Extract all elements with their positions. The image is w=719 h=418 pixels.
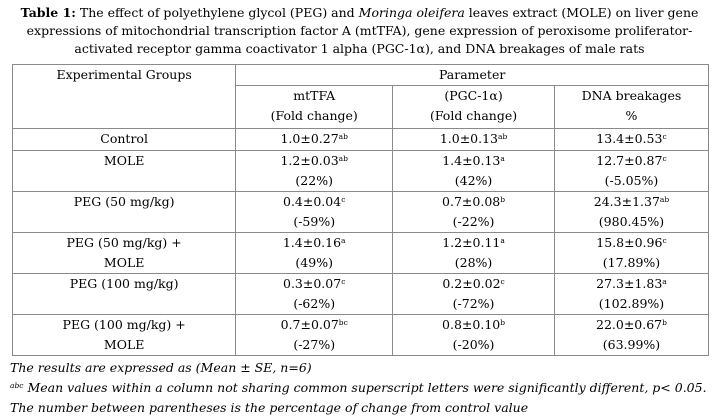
value-line [393, 315, 554, 335]
value-cell [554, 274, 708, 315]
table-row [13, 129, 709, 151]
value-cell [236, 192, 393, 233]
table-caption [0, 4, 719, 58]
value-superscript: b [662, 318, 667, 327]
value-text: 1.4±0.13 [442, 153, 501, 168]
value-text: 1.2±0.03 [280, 153, 339, 168]
value-cell [236, 151, 393, 192]
table-footnotes [10, 358, 715, 418]
value-line [236, 315, 392, 335]
value-text: 0.2±0.02 [442, 276, 501, 291]
value-line [555, 192, 708, 212]
percent-change: (22%) [295, 173, 333, 188]
value-line [236, 151, 392, 171]
value-cell [554, 151, 708, 192]
value-superscript: b [500, 318, 506, 327]
value-cell [236, 315, 393, 356]
value-line [236, 233, 392, 253]
header-col-unit: (Fold change) [429, 108, 518, 123]
value-superscript: ab [659, 195, 670, 204]
value-superscript: ab [498, 132, 508, 141]
value-text: 1.4±0.16 [282, 235, 342, 250]
value-cell [393, 192, 555, 233]
value-cell [554, 192, 708, 233]
group-label: MOLE [103, 153, 145, 168]
value-cell [393, 233, 555, 274]
caption-lead: Table 1: [20, 5, 76, 20]
value-superscript: c [662, 236, 667, 245]
value-cell [393, 274, 555, 315]
percent-change: (-20%) [452, 337, 495, 352]
percent-change: (-22%) [452, 214, 495, 229]
value-cell [554, 233, 708, 274]
value-text: 22.0±0.67 [596, 317, 663, 332]
header-parameter: Parameter [236, 65, 709, 86]
value-superscript: ab [338, 132, 348, 141]
group-cell [13, 274, 236, 315]
footnote-significance [10, 378, 715, 398]
group-label: Control [100, 131, 148, 146]
table-row [13, 151, 709, 192]
value-cell [236, 274, 393, 315]
group-cell [13, 151, 236, 192]
value-superscript: bc [338, 318, 348, 327]
value-text: 1.2±0.11 [442, 235, 501, 250]
table-row [13, 233, 709, 274]
group-label: PEG (100 mg/kg) [69, 276, 179, 291]
value-line [393, 129, 554, 149]
table-row [13, 274, 709, 315]
caption-line-3: activated receptor gamma coactivator 1 alpha (PGC-1α), and DNA breakages of male rats [74, 41, 645, 56]
percent-change: (-59%) [293, 214, 336, 229]
value-text: 0.3±0.07 [283, 276, 342, 291]
value-line [555, 274, 708, 294]
percent-change: (-72%) [452, 296, 495, 311]
header-pgc1a [393, 86, 555, 129]
header-col-label: DNA breakages [581, 88, 682, 103]
value-cell [554, 315, 708, 356]
header-mttfa [236, 86, 393, 129]
value-superscript: c [662, 132, 667, 141]
value-superscript: c [662, 154, 667, 163]
group-cell [13, 192, 236, 233]
value-superscript: c [500, 277, 505, 286]
group-label: PEG (50 mg/kg) + [66, 235, 182, 250]
group-label-cont: MOLE [103, 255, 145, 270]
value-line [393, 151, 554, 171]
value-superscript: a [341, 236, 346, 245]
percent-change: (-5.05%) [604, 173, 659, 188]
value-text: 27.3±1.83 [596, 276, 663, 291]
value-superscript: ab [338, 154, 348, 163]
percent-change: (63.99%) [602, 337, 661, 352]
header-col-label: mtTFA [293, 88, 336, 103]
value-text: 0.4±0.04 [283, 194, 342, 209]
value-superscript: b [500, 195, 506, 204]
value-text: 0.7±0.07 [280, 317, 339, 332]
header-col-unit: (Fold change) [270, 108, 358, 123]
value-superscript: a [662, 277, 667, 286]
group-cell [13, 315, 236, 356]
value-superscript: a [500, 154, 505, 163]
value-text: 0.7±0.08 [442, 194, 501, 209]
percent-change: (42%) [454, 173, 493, 188]
caption-line-1 [0, 4, 719, 22]
value-text: 0.8±0.10 [442, 317, 501, 332]
group-cell [13, 129, 236, 151]
value-line [393, 274, 554, 294]
value-cell [393, 315, 555, 356]
group-cell [13, 233, 236, 274]
header-row-1 [13, 65, 709, 86]
group-label: PEG (50 mg/kg) [73, 194, 175, 209]
group-label-cont: MOLE [103, 337, 145, 352]
value-line [393, 192, 554, 212]
value-line [555, 233, 708, 253]
value-text: 13.4±0.53 [596, 131, 663, 146]
value-cell [236, 233, 393, 274]
value-text: 15.8±0.96 [596, 235, 663, 250]
value-line [555, 129, 708, 149]
percent-change: (980.45%) [598, 214, 665, 229]
value-text: 1.0±0.27 [280, 131, 339, 146]
header-col-label: (PGC-1α) [444, 88, 503, 103]
value-line [555, 151, 708, 171]
percent-change: (-62%) [293, 296, 336, 311]
percent-change: (28%) [454, 255, 493, 270]
value-text: 1.0±0.13 [439, 131, 498, 146]
header-col-unit: % [625, 108, 638, 123]
table-row [13, 192, 709, 233]
value-text: 24.3±1.37 [593, 194, 660, 209]
footnote-significance-text: Mean values within a column not sharing common superscript letters were significantly different, p< 0.05. [23, 380, 707, 395]
value-cell [393, 151, 555, 192]
value-line [236, 192, 392, 212]
header-experimental-groups: Experimental Groups [13, 65, 236, 129]
caption-italic-species: Moringa oleifera [358, 5, 465, 20]
value-cell [393, 129, 555, 151]
value-cell [554, 129, 708, 151]
percent-change: (102.89%) [598, 296, 665, 311]
results-table [12, 64, 709, 356]
value-line [236, 129, 392, 149]
footnote-superscript: abc [10, 381, 24, 390]
value-cell [236, 129, 393, 151]
footnote-mean-se: The results are expressed as (Mean ± SE, n=6) [10, 360, 312, 375]
value-text: 12.7±0.87 [596, 153, 663, 168]
value-superscript: a [500, 236, 505, 245]
table-row [13, 315, 709, 356]
value-superscript: c [341, 277, 346, 286]
percent-change: (-27%) [293, 337, 336, 352]
caption-line-2: expressions of mitochondrial transcription factor A (mtTFA), gene expression of peroxisome proliferator- [26, 23, 693, 38]
value-line [236, 274, 392, 294]
value-superscript: c [341, 195, 346, 204]
caption-text-part2: leaves extract (MOLE) on liver gene [464, 5, 699, 20]
percent-change: (17.89%) [602, 255, 661, 270]
value-line [393, 233, 554, 253]
group-label: PEG (100 mg/kg) + [62, 317, 186, 332]
footnote-percent-change: The number between parentheses is the percentage of change from control value [10, 400, 529, 415]
caption-text-part1: The effect of polyethylene glycol (PEG) and [75, 5, 359, 20]
header-dna-breakages [554, 86, 708, 129]
percent-change: (49%) [295, 255, 333, 270]
value-line [555, 315, 708, 335]
